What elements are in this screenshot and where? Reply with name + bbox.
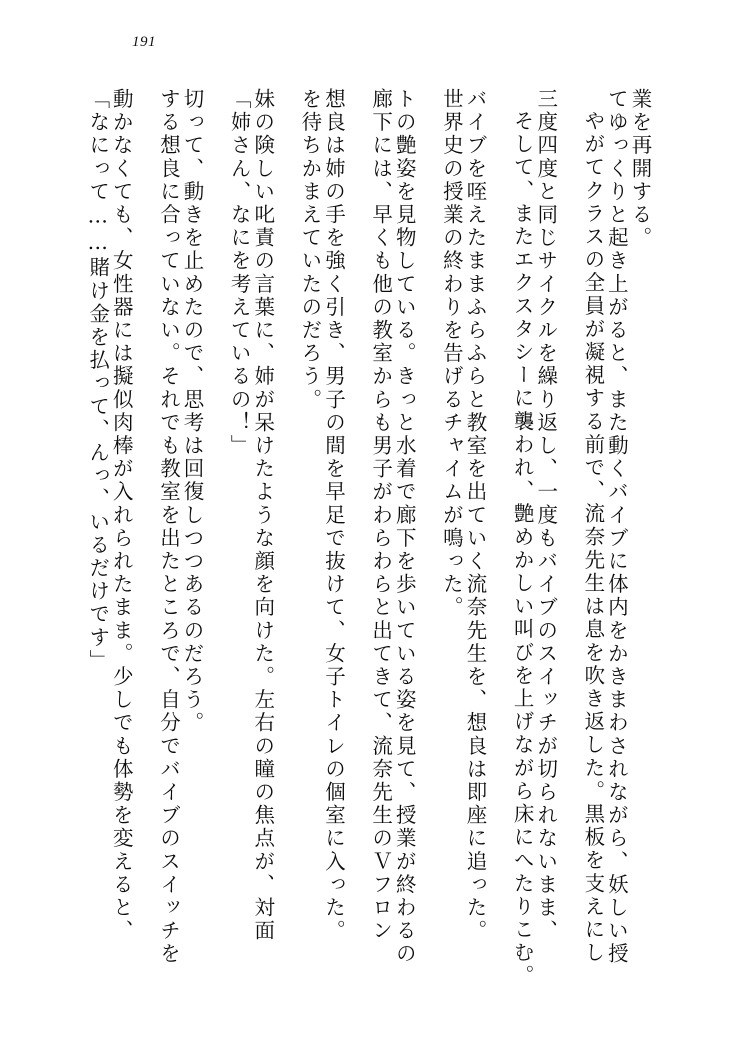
body-line: 妹の険しい叱責の言葉に、姉が呆けたような顔を向けた。左右の瞳の焦点が、対面 [250,88,275,943]
page-number: 191 [132,34,156,50]
body-line [202,88,226,1008]
body-line: する想良に合っていない。それでも教室を出たところで、自分でバイブのスイッチを [156,88,181,966]
body-line: 想良は姉の手を強く引き、男子の間を早足で抜けて、女子トイレの個室に入った。 [321,88,346,943]
body-line [343,88,367,1008]
body-line [414,88,438,1008]
body-line: トの艶姿を見物している。きっと水着で廊下を歩いている姿を見て、授業が終わるの [392,88,417,966]
body-line: てゆっくりと起き上がると、また動くバイブに体内をかきまわされながら、妖しい授 [604,88,629,966]
body-line [131,88,155,1008]
body-line: 業を再開する。 [628,88,652,250]
body-line: バイブを咥えたままふらふらと教室を出ていく流奈先生を、想良は即座に追った。 [462,88,487,943]
body-line [485,88,509,1008]
body-line: 動かなくても、女性器には擬似肉棒が入れられたまま。少しでも体勢を変えると、 [109,88,134,943]
body-line: を待ちかまえていたのだろう。 [297,88,322,412]
body-line: 三度四度と同じサイクルを繰り返し、一度もバイブのスイッチが切られないまま、 [533,88,558,943]
body-line: 廊下には、早くも他の教室からも男子がわらわらと出てきて、流奈先生のＶフロン [368,88,393,943]
body-line: 「なにって……賭け金を払って、んっ、いるだけです」 [85,88,110,673]
body-text-block [84,88,650,1008]
body-line [273,88,297,1008]
body-line: やがてクラスの全員が凝視する前で、流奈先生は息を吹き返した。黒板を支えにし [580,110,605,965]
body-line: 切って、動きを止めたので、思考は回復しつつあるのだろう。 [180,88,205,735]
body-line: 「姉さん、なにを考えているの！」 [227,88,252,458]
body-line [556,88,580,1008]
body-line: 世界史の授業の終わりを告げるチャイムが鳴った。 [439,88,464,620]
body-line: そして、またエクスタシーに襲われ、艶めかしい叫びを上げながら床にへたりこむ。 [510,110,535,988]
